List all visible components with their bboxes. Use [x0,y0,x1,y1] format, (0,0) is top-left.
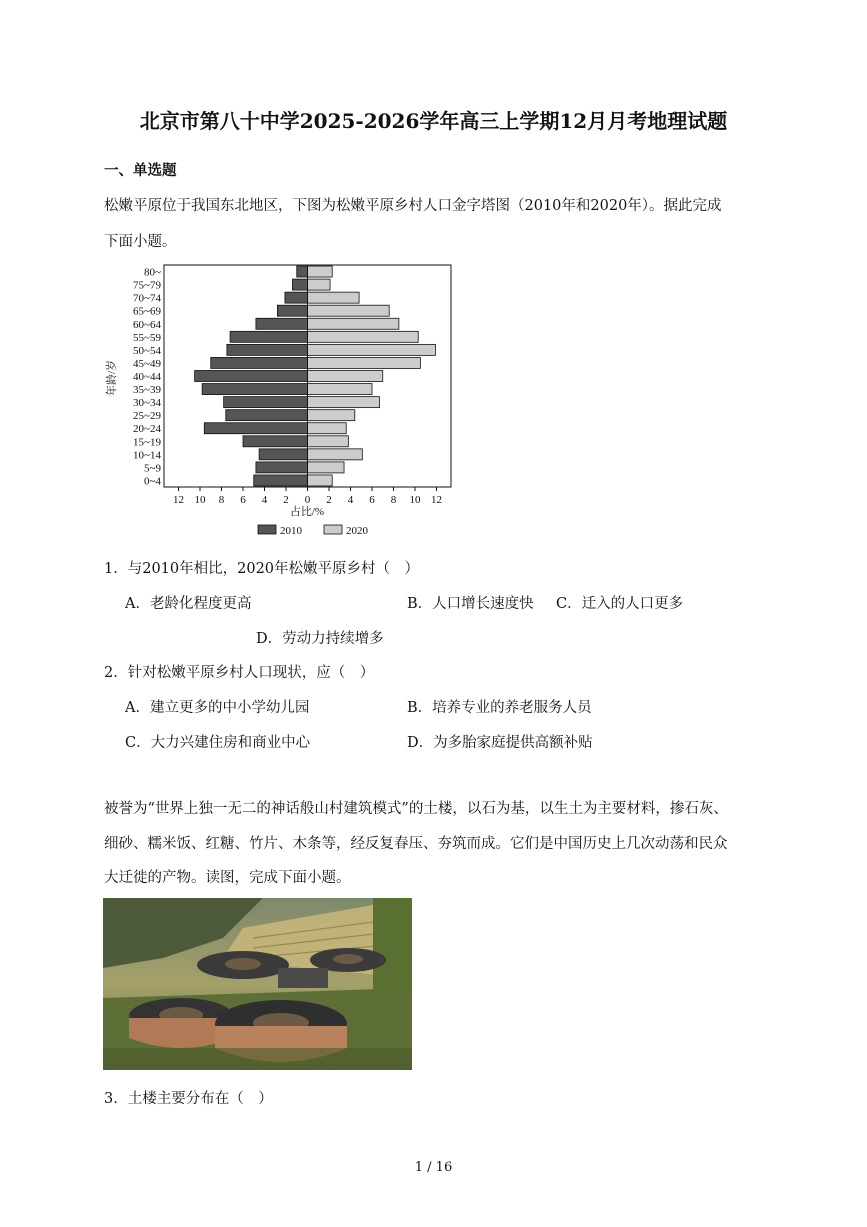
y-tick-label: 50~54 [133,344,161,357]
q1-option-c[interactable]: C．迁入的人口更多 [556,596,684,612]
page-number: 1 / 16 [414,1160,453,1175]
legend [258,525,369,537]
x-tick-label: 8 [390,494,397,506]
y-tick-label: 15~19 [133,436,161,449]
x-tick-label: 6 [369,494,375,506]
bar-2020-10~14 [308,449,363,460]
bar-2010-80~ [297,266,308,277]
x-tick-label: 10 [409,494,421,506]
x-tick-label: 2 [283,494,289,506]
bar-2010-5~9 [256,462,308,473]
intro-line: 被誉为“世界上独一无二的神话般山村建筑模式”的土楼，以石为基，以生土为主要材料，掺石灰、 [104,801,728,817]
q2-option-c[interactable]: C．大力兴建住房和商业中心 [125,735,311,751]
question-3-stem: 3．土楼主要分布在（ ） [104,1091,273,1107]
y-tick-label: 25~29 [133,410,161,423]
bar-2020-20~24 [308,423,347,434]
bar-2020-70~74 [308,292,360,303]
bar-2010-15~19 [243,436,308,447]
bar-2010-0~4 [254,475,308,486]
bar-2010-40~44 [195,371,308,382]
bar-2010-50~54 [227,344,308,355]
q2-option-b[interactable]: B．培养专业的养老服务人员 [407,700,592,716]
bar-2010-35~39 [202,384,307,395]
q1-option-b[interactable]: B．人口增长速度快 [407,596,534,612]
intro-line: 松嫩平原位于我国东北地区，下图为松嫩平原乡村人口金字塔图（2010年和2020年）。据此完成 [104,198,722,214]
bar-2020-55~59 [308,331,419,342]
y-tick-label: 45~49 [133,357,161,370]
y-tick-label: 10~14 [133,449,161,462]
bar-2020-60~64 [308,318,399,329]
bar-2010-45~49 [211,357,308,368]
section-heading: 一、单选题 [104,162,177,179]
y-tick-label: 60~64 [133,318,161,331]
intro-line: 下面小题。 [104,234,177,250]
y-tick-label: 65~69 [133,305,161,318]
x-tick-label: 4 [347,494,354,506]
bar-2010-30~34 [224,397,308,408]
x-tick-label: 12 [173,494,184,506]
x-axis-label: 占比/% [289,506,325,518]
q1-option-a[interactable]: A．老龄化程度更高 [125,596,252,612]
tulou-photo [103,898,412,1070]
y-tick-label: 75~79 [133,279,161,292]
question-1-stem: 1．与2010年相比，2020年松嫩平原乡村（ ） [104,561,420,577]
bar-2020-0~4 [308,475,333,486]
y-tick-label: 70~74 [133,292,161,305]
legend-swatch-2010 [258,525,276,534]
y-tick-label: 20~24 [133,423,161,436]
bar-2020-30~34 [308,397,380,408]
bar-2020-45~49 [308,357,421,368]
bar-2020-35~39 [308,384,373,395]
bar-2020-50~54 [308,344,436,355]
bar-2010-10~14 [259,449,307,460]
y-tick-label: 40~44 [133,371,161,383]
x-tick-label: 10 [194,494,206,506]
y-tick-label: 35~39 [133,384,161,397]
bar-2020-5~9 [308,462,345,473]
bar-2020-15~19 [308,436,349,447]
bar-2010-65~69 [277,305,307,316]
y-tick-label: 55~59 [133,331,161,344]
x-tick-label: 2 [326,494,332,506]
bar-2010-20~24 [204,423,307,434]
x-tick-label: 12 [431,494,442,506]
population-pyramid-chart [100,258,470,543]
x-tick-label: 4 [261,494,268,506]
y-tick-label: 80~ [144,266,161,279]
bar-2010-70~74 [285,292,308,303]
y-axis-label: 年龄/岁 [106,359,118,397]
bar-2020-25~29 [308,410,355,421]
question-2-stem: 2．针对松嫩平原乡村人口现状，应（ ） [104,665,375,681]
q1-option-d[interactable]: D．劳动力持续增多 [256,631,384,647]
bar-2010-25~29 [226,410,308,421]
q2-option-d[interactable]: D．为多胎家庭提供高额补贴 [407,735,593,751]
page-title: 北京市第八十中学2025-2026学年高三上学期12月月考地理试题 [139,109,728,133]
bar-2020-80~ [308,266,333,277]
intro-line: 大迁徙的产物。读图，完成下面小题。 [104,870,351,886]
legend-swatch-2020 [324,525,342,534]
bar-2010-55~59 [230,331,307,342]
x-tick-label: 6 [240,494,246,506]
y-tick-label: 0~4 [144,475,161,488]
x-tick-label: 8 [218,494,225,506]
bar-2010-75~79 [292,279,307,290]
intro-line: 细砂、糯米饭、红糖、竹片、木条等，经反复春压、夯筑而成。它们是中国历史上几次动荡和民众 [104,836,728,852]
bar-2020-40~44 [308,371,383,382]
bar-2010-60~64 [256,318,308,329]
x-tick-label: 0 [304,494,311,506]
bar-2020-65~69 [308,305,390,316]
y-tick-label: 5~9 [144,462,161,475]
y-tick-label: 30~34 [133,397,161,410]
q2-option-a[interactable]: A．建立更多的中小学幼儿园 [125,700,310,716]
legend-label-2020: 2020 [346,525,368,537]
legend-label-2010: 2010 [280,525,302,537]
bar-2020-75~79 [308,279,331,290]
